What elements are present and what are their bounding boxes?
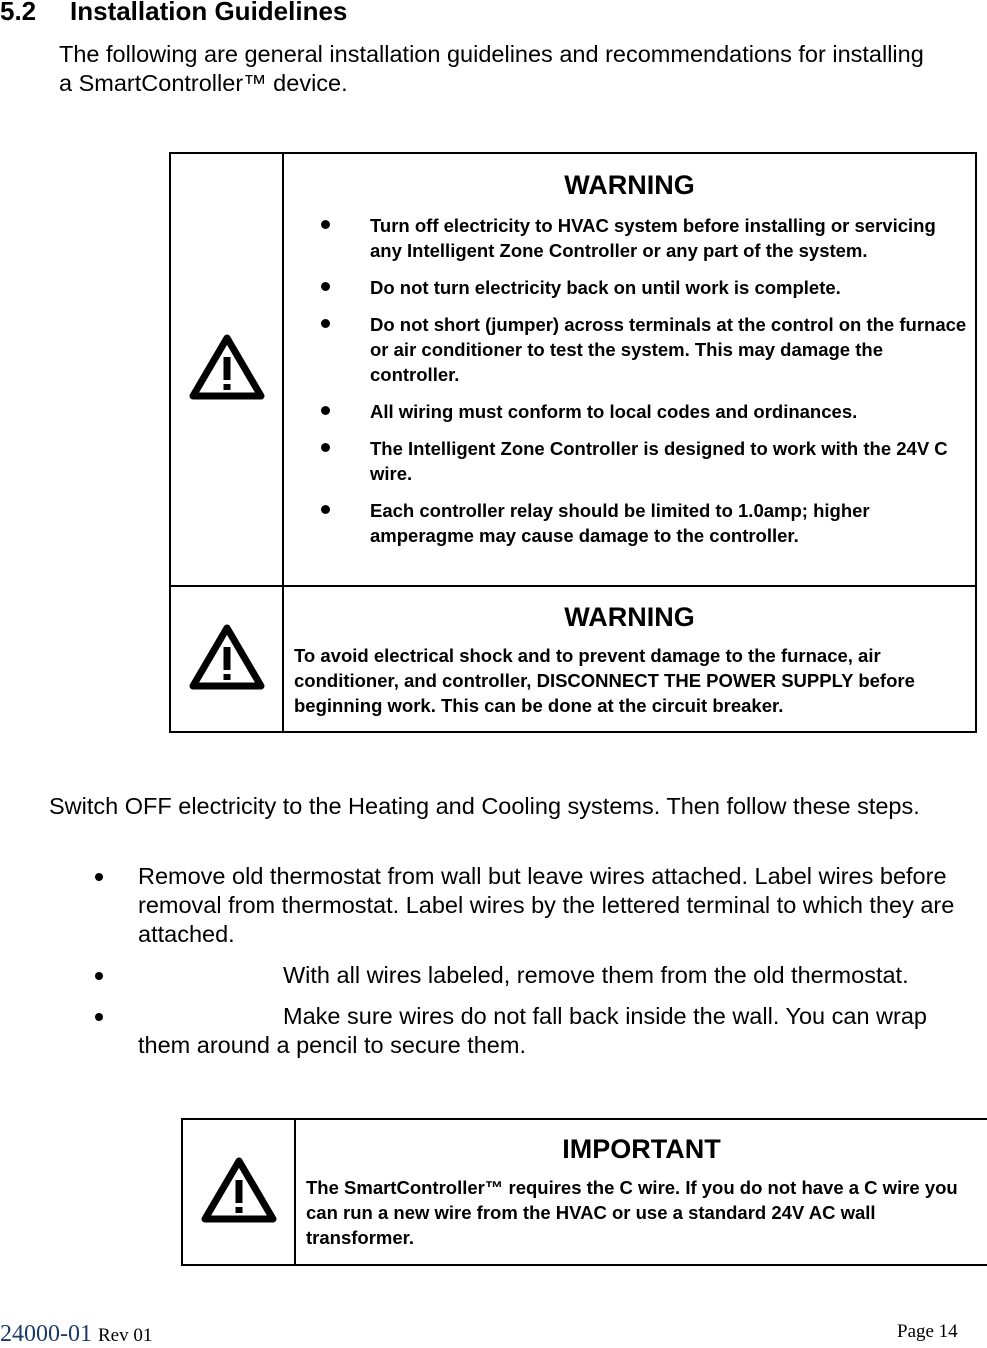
important-text-cell [295, 1119, 987, 1265]
steps-intro: Switch OFF electricity to the Heating and Cooling systems. Then follow these steps. [49, 793, 920, 819]
step-item: With all wires labeled, remove them from the old thermostat. [0, 961, 987, 990]
bullet [95, 1013, 103, 1021]
bullet [321, 406, 330, 415]
warning-triangle-icon [201, 1156, 277, 1224]
bullet [321, 319, 330, 328]
warning-item: Do not short (jumper) across terminals at the control on the furnace or air conditioner to test the system. This may damage the controller. [284, 312, 975, 387]
step-item: Remove old thermostat from wall but leave wires attached. Label wires before removal from thermostat. Label wires by the lettered terminal to which they are attached. [0, 862, 987, 949]
section-number: 5.2 [0, 0, 37, 26]
bullet [95, 972, 103, 980]
page-number: Page 14 [897, 1321, 958, 1342]
warning-item: All wiring must conform to local codes and ordinances. [284, 399, 975, 424]
warning-item: Turn off electricity to HVAC system before installing or servicing any Intelligent Zone Controller or any part of the system. [284, 213, 975, 263]
warning-item: The Intelligent Zone Controller is designed to work with the 24V C wire. [284, 436, 975, 486]
bullet [321, 282, 330, 291]
warning-icon-cell [170, 586, 283, 732]
warning-table [169, 152, 977, 733]
warning-text: To avoid electrical shock and to prevent damage to the furnace, air conditioner, and controller, DISCONNECT THE POWER SUPPLY before beginning work. This can be done at the circuit breaker. [294, 645, 915, 716]
step-item: Make sure wires do not fall back inside the wall. You can wrap them around a pencil to secure them. [0, 1002, 987, 1060]
warning-box-2 [170, 586, 976, 732]
bullet [321, 443, 330, 452]
steps-list [0, 862, 987, 1072]
warning-text-cell [283, 153, 976, 586]
warning-icon-cell [170, 153, 283, 586]
section-heading [0, 0, 347, 27]
important-icon-cell [182, 1119, 295, 1265]
warning-title: WARNING [564, 602, 695, 632]
warning-box-1 [170, 153, 976, 586]
warning-title: WARNING [564, 170, 695, 200]
bullet [321, 220, 330, 229]
important-text: The SmartController™ requires the C wire. If you do not have a C wire you can run a new wire from the HVAC or use a standard 24V AC wall transformer. [306, 1177, 958, 1248]
warning-list [284, 213, 975, 548]
warning-triangle-icon [189, 623, 265, 691]
warning-text-cell [283, 586, 976, 732]
bullet [95, 873, 103, 881]
important-box [181, 1118, 987, 1266]
important-title: IMPORTANT [562, 1134, 721, 1164]
warning-triangle-icon [189, 333, 265, 401]
section-title: Installation Guidelines [70, 0, 348, 26]
doc-number: 24000-01 [0, 1321, 92, 1347]
section-intro: The following are general installation guidelines and recommendations for installing a SmartController™ device. [59, 41, 924, 96]
warning-item: Do not turn electricity back on until work is complete. [284, 275, 975, 300]
revision: Rev 01 [98, 1325, 153, 1346]
warning-item: Each controller relay should be limited to 1.0amp; higher amperagme may cause damage to the controller. [284, 498, 975, 548]
bullet [321, 505, 330, 514]
